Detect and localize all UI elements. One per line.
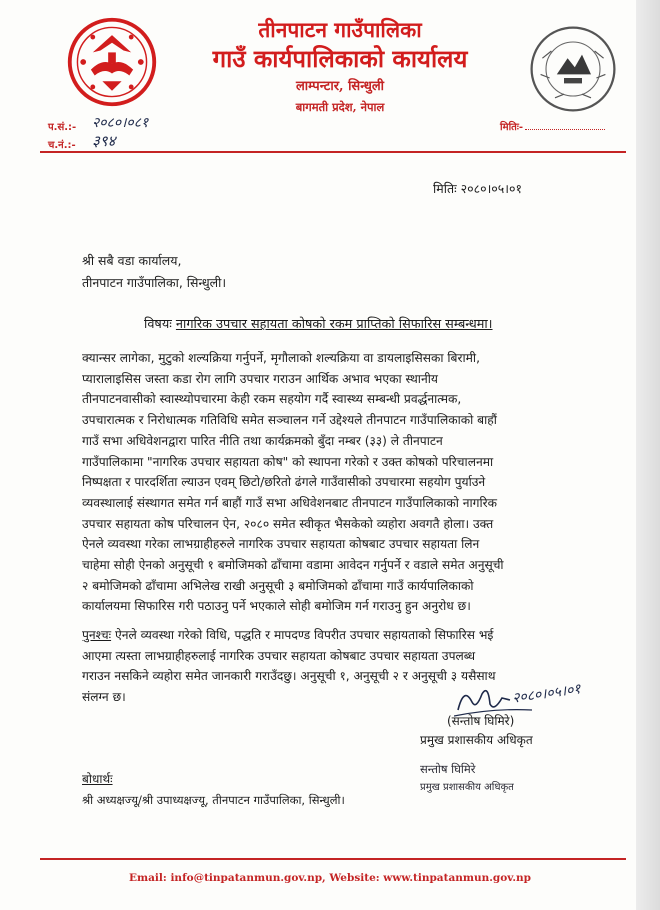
footer-contact: Email: info@tinpatanmun.gov.np, Website: www.tinpatanmun.gov.np: [129, 872, 531, 884]
office-location: लाम्पन्टार, सिन्धुली: [295, 79, 384, 94]
recipient-line-2: तीनपाटन गाउँपालिका, सिन्धुली।: [82, 275, 227, 290]
footer-rule: [40, 858, 626, 860]
ref-number-value: २०८०।०८१: [92, 115, 149, 131]
postscript-line: आएमा त्यस्ता लाभग्राहीहरुलाई नागरिक उपचार सहायता कोषबाट उपचार सहायता उपलब्ध: [82, 648, 476, 663]
subject-text: नागरिक उपचार सहायता कोषको रकम प्राप्तिको सिफारिस सम्बन्धमा।: [175, 317, 493, 332]
ref-number-label: प.सं.:-: [48, 122, 77, 133]
dispatch-number-label: च.नं.:-: [48, 140, 76, 151]
body-line: व्यवस्थालाई संस्थागत समेत गर्न बाहौं गाउँ सभा अधिवेशनबाट तीनपाटन गाउँपालिकाको नागरिक: [82, 495, 498, 510]
dispatch-number-value: ३९४: [92, 132, 116, 150]
recipient-line-1: श्री सबै वडा कार्यालय,: [82, 253, 182, 268]
cc-label: बोधार्थः: [82, 772, 113, 786]
body-line: कार्यालयमा सिफारिस गरी पठाउनु पर्ने भएकाले सोही बमोजिम गर्न गराउनु हुन अनुरोध छ।: [82, 599, 471, 614]
subject-line: [144, 314, 493, 332]
body-line: गाउँ सभा अधिवेशनद्वारा पारित नीति तथा कार्यक्रमको बुँदा नम्बर (३३) ले तीनपाटन: [82, 433, 443, 448]
body-line: तीनपाटनवासीको स्वास्थ्योपचारमा केही रकम सहयोग गर्दै स्वास्थ्य सम्बन्धी प्रवर्द्धनात्मक,: [82, 392, 462, 407]
scan-edge: [636, 0, 660, 910]
body-line: चाहेमा सोही ऐनको अनुसूची १ बमोजिमको ढाँचामा वडामा आवेदन गर्नुपर्ने र वडाले समेत अनुसूची: [82, 558, 504, 573]
postscript-label: पुनश्चः: [82, 628, 112, 642]
signature-date: २०८०।०५।०१: [511, 681, 582, 707]
letter-date: मितिः २०८०।०५।०१: [433, 181, 523, 196]
office-seal-icon: [528, 24, 618, 114]
nepal-emblem-icon: [64, 14, 160, 110]
subject-label: विषयः: [144, 317, 172, 332]
header-date-field: [500, 119, 605, 133]
body-line: ऐनले व्यवस्था गरेका लाभग्राहीहरुले नागरिक उपचार सहायता कोषबाट उपचार सहायता लिन: [82, 537, 480, 552]
body-line: गाउँपालिकामा "नागरिक उपचार सहायता कोष" को स्थापना गरेको र उक्त कोषको परिचालनमा: [82, 454, 494, 469]
postscript-line: संलग्न छ।: [82, 690, 126, 705]
body-line: उपचारात्मक र निरोधात्मक गतिविधि समेत सञ्चालन गर्ने उद्देश्यले तीनपाटन गाउँपालिकाको बाहौं: [82, 413, 497, 428]
body-line: २ बमोजिमको ढाँचामा अभिलेख राखी अनुसूची ३ बमोजिमको ढाँचामा गाउँ कार्यपालिकाको: [82, 578, 474, 593]
signatory-title: प्रमुख प्रशासकीय अधिकृत: [420, 733, 533, 747]
name-stamp: [420, 762, 514, 793]
office-province: बागमती प्रदेश, नेपाल: [295, 100, 385, 114]
cc-text: श्री अध्यक्षज्यू/श्री उपाध्यक्षज्यू, तीनपाटन गाउँपालिका, सिन्धुली।: [82, 793, 345, 807]
office-name: गाउँ कार्यपालिकाको कार्यालय: [212, 44, 468, 73]
postscript-line: [82, 625, 578, 646]
body-line: उपचार सहायता कोष परिचालन ऐन, २०८० समेत स्वीकृत भैसकेको व्यहोरा अवगतै होला। उक्त: [82, 516, 494, 531]
body-line: क्यान्सर लागेका, मुटुको शल्यक्रिया गर्नुपर्ने, मृगौलाको शल्यक्रिया वा डायलाइसिसका बिरामी,: [82, 351, 480, 365]
body-line: निष्पक्षता र पारदर्शिता ल्याउन एवम् छिटो/छरितो ढंगले गाउँवासीको उपचारमा सहयोग पुर्याउने: [82, 475, 486, 490]
header-rule: [40, 151, 626, 153]
signatory-name: (सन्तोष घिमिरे): [447, 714, 515, 728]
header-date-blank: [525, 121, 605, 130]
stamp-name: सन्तोष घिमिरे: [420, 762, 476, 776]
postscript-line: गराउन नसकिने व्यहोरा समेत जानकारी गराउँदछु। अनुसूची १, अनुसूची २ र अनुसूची ३ यसैसाथ: [82, 669, 496, 684]
stamp-title: प्रमुख प्रशासकीय अधिकृत: [420, 782, 514, 793]
municipality-name: तीनपाटन गाउँपालिका: [258, 17, 422, 42]
body-line: प्यारालाइसिस जस्ता कडा रोग लागि उपचार गराउन आर्थिक अभाव भएका स्थानीय: [82, 371, 438, 386]
header-date-label: मितिः-: [500, 122, 524, 133]
letter-body: [82, 348, 578, 617]
postscript-text: ऐनले व्यवस्था गरेको विधि, पद्धति र मापदण्ड विपरीत उपचार सहायताको सिफारिस भई: [111, 628, 494, 642]
